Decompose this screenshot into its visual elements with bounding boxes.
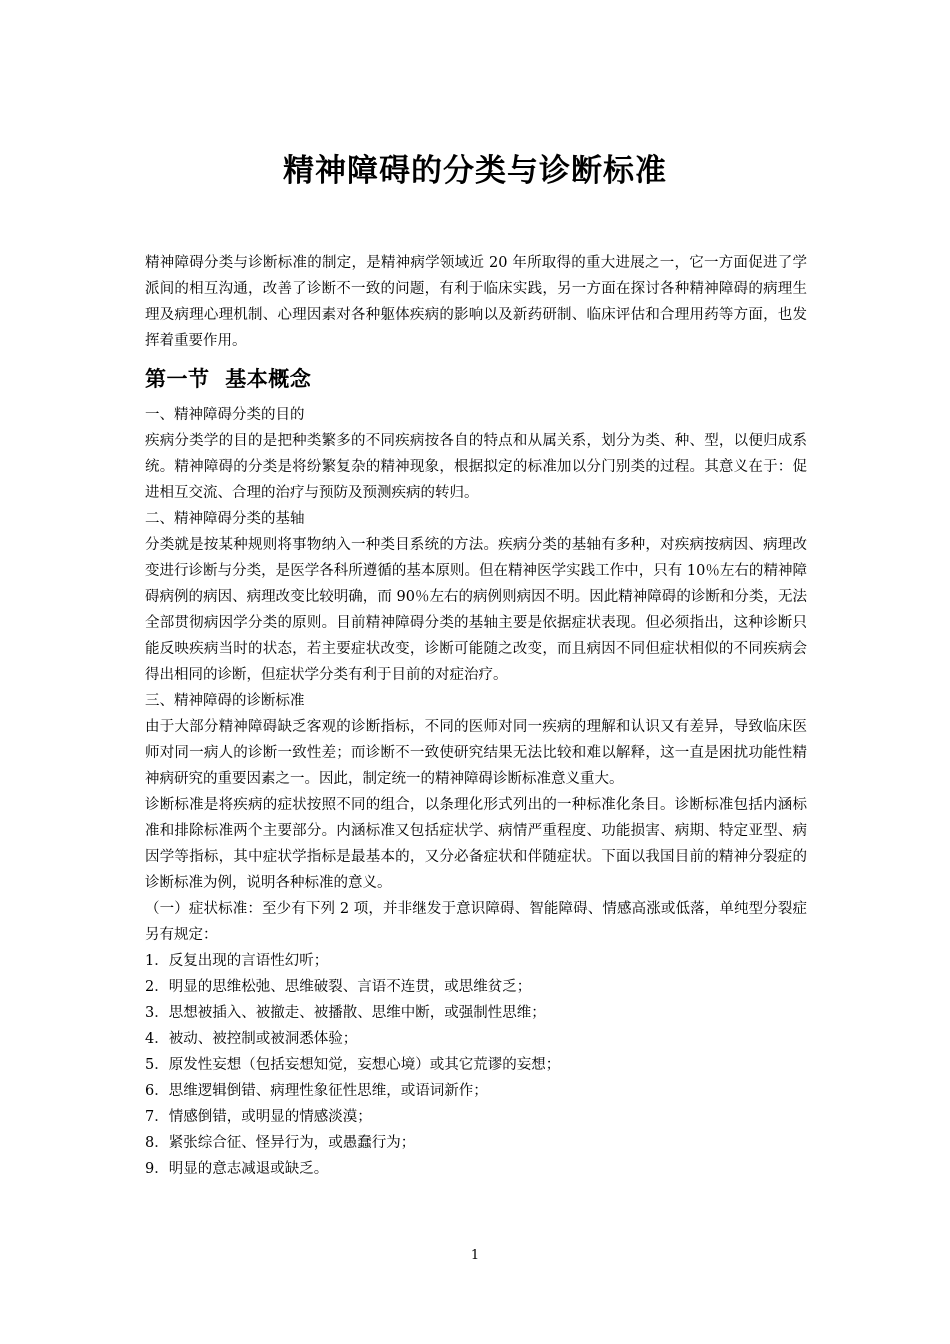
list-item: 1．反复出现的言语性幻听； (145, 953, 329, 969)
subsection-heading-criteria: 三、精神障碍的诊断标准 (145, 693, 305, 709)
list-item: 8．紧张综合征、怪异行为，或愚蠢行为； (145, 1135, 416, 1151)
list-item: 7．情感倒错，或明显的情感淡漠； (145, 1109, 372, 1125)
section-heading: 第一节 基本概念 (145, 367, 312, 391)
subsection-heading-axis: 二、精神障碍分类的基轴 (145, 511, 305, 527)
page-number: 1 (470, 1248, 480, 1263)
list-item: 9．明显的意志减退或缺乏。 (145, 1161, 329, 1177)
subsection-heading-purpose: 一、精神障碍分类的目的 (145, 407, 305, 423)
list-item: 4．被动、被控制或被洞悉体验； (145, 1031, 358, 1047)
list-item: 6．思维逻辑倒错、病理性象征性思维，或语词新作； (145, 1083, 488, 1099)
document-title: 精神障碍的分类与诊断标准 (283, 152, 667, 189)
paragraph-criteria-2: 诊断标准是将疾病的症状按照不同的组合，以条理化形式列出的一种标准化条目。诊断标准包括内涵标准和排除标准两个主要部分。内涵标准又包括症状学、病情严重程度、功能损害、病期、特定亚型、病因学等指标，其中症状学指标是最基本的，又分必备症状和伴随症状。下面以我国目前的精神分裂症的诊断标准为例，说明各种标准的意义。 (145, 797, 807, 891)
symptom-criteria-intro: （一）症状标准：至少有下列 2 项，并非继发于意识障碍、智能障碍、情感高涨或低落，单纯型分裂症另有规定： (145, 901, 807, 943)
document-body (145, 250, 807, 1182)
paragraph-purpose: 疾病分类学的目的是把种类繁多的不同疾病按各自的特点和从属关系，划分为类、种、型，以便归成系统。精神障碍的分类是将纷繁复杂的精神现象，根据拟定的标准加以分门别类的过程。其意义在于：促进相互交流、合理的治疗与预防及预测疾病的转归。 (145, 433, 807, 501)
list-item: 3．思想被插入、被撤走、被播散、思维中断，或强制性思维； (145, 1005, 546, 1021)
paragraph-criteria-1: 由于大部分精神障碍缺乏客观的诊断指标，不同的医师对同一疾病的理解和认识又有差异，导致临床医师对同一病人的诊断一致性差；而诊断不一致使研究结果无法比较和难以解释，这一直是困扰功能性精神病研究的重要因素之一。因此，制定统一的精神障碍诊断标准意义重大。 (145, 719, 807, 787)
list-item: 5．原发性妄想（包括妄想知觉，妄想心境）或其它荒谬的妄想； (145, 1057, 561, 1073)
list-item: 2．明显的思维松弛、思维破裂、言语不连贯，或思维贫乏； (145, 979, 532, 995)
paragraph-axis: 分类就是按某种规则将事物纳入一种类目系统的方法。疾病分类的基轴有多种，对疾病按病因、病理改变进行诊断与分类，是医学各科所遵循的基本原则。但在精神医学实践工作中，只有 10％左右的精神障碍病例的病因、病理改变比较明确，而 90％左右的病例则病因不明。因此精神障碍的诊断和分类，无法全部贯彻病因学分类的原则。目前精神障碍分类的基轴主要是依据症状表现。但必须指出，这种诊断只能反映疾病当时的状态，若主要症状改变，诊断可能随之改变，而且病因不同但症状相似的不同疾病会得出相同的诊断，但症状学分类有利于目前的对症治疗。 (145, 537, 807, 683)
intro-paragraph: 精神障碍分类与诊断标准的制定，是精神病学领域近 20 年所取得的重大进展之一，它一方面促进了学派间的相互沟通，改善了诊断不一致的问题，有利于临床实践，另一方面在探讨各种精神障碍的病理生理及病理心理机制、心理因素对各种躯体疾病的影响以及新药研制、临床评估和合理用药等方面，也发挥着重要作用。 (145, 255, 807, 349)
